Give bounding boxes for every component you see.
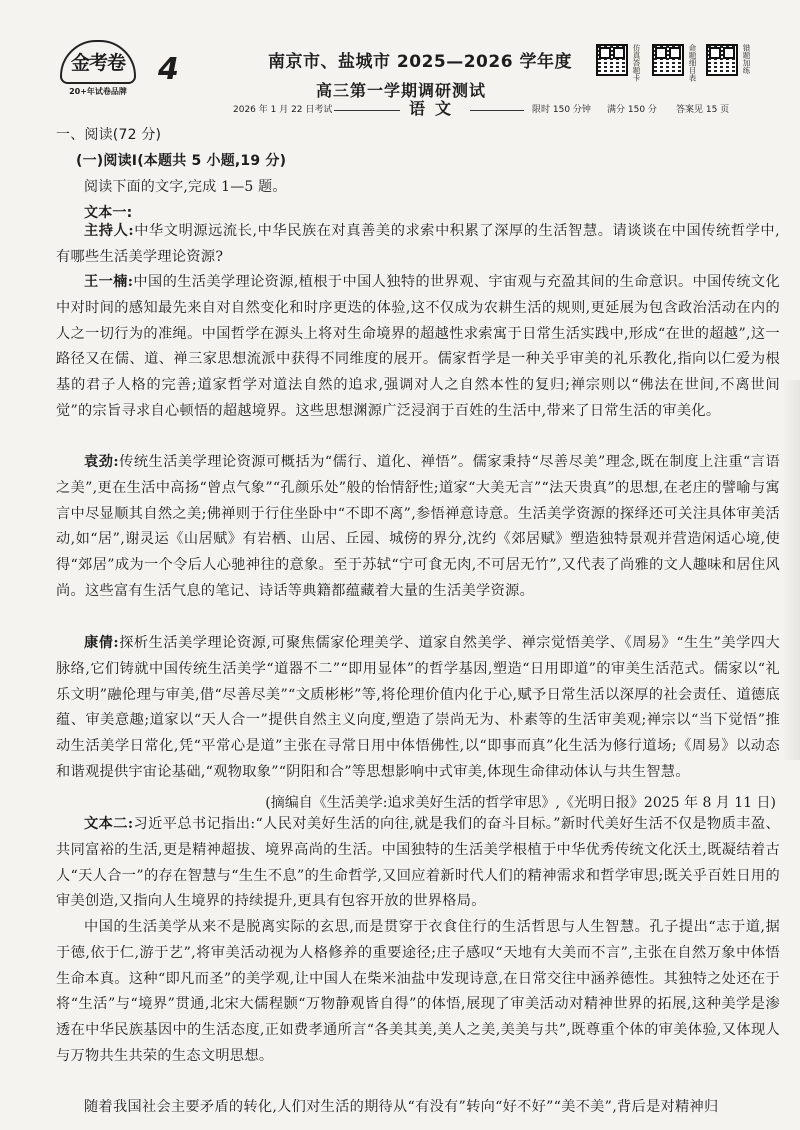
dialogue-kang — [56, 631, 780, 786]
brand-logo — [60, 40, 136, 100]
exam-title-line1: 南京市、盐城市 2025—2026 学年度 — [268, 52, 572, 72]
qr-label-answer-sheet: 仿真答题卡 — [632, 44, 641, 82]
divider-left — [334, 110, 400, 111]
divider-right — [470, 110, 524, 111]
qr-code-icon[interactable] — [706, 44, 738, 76]
text2-paragraph-1 — [56, 812, 780, 915]
text2-label: 文本二: — [84, 816, 134, 832]
scan-shadow — [782, 380, 800, 760]
text1-source: (摘编自《生活美学:追求美好生活的哲学审思》,《光明日报》2025 年 8 月 11 日) — [265, 795, 776, 811]
qr-label-practice: 错题加练 — [742, 44, 751, 74]
qr-code-icon[interactable] — [596, 44, 628, 76]
dialogue-yuan — [56, 450, 780, 605]
paragraph-body: 中国的生活美学从来不是脱离实际的玄思,而是贯穿于衣食住行的生活哲思与人生智慧。孔子提出“志于道,据于德,依于仁,游于艺”,将审美活动视为人格修养的重要途径;庄子感叹“天地有大美而不言”,主张在自然万象中体悟生命本真。这种“即凡而圣”的美学观,让中国人在柴米油盐中发现诗意,在日常交往中涵养德性。其独特之处还在于将“生活”与“境界”贯通,北宋大儒程颢“万物静观皆自得”的体悟,展现了审美活动对精神世界的拓展,这种美学是渗透在中华民族基因中的生活态度,正如费孝通所言“各美其美,美人之美,美美与共”,既尊重个体的审美体验,又体现人与万物共生共荣的生态文明思想。 — [56, 919, 780, 1064]
speaker-name: 主持人: — [84, 223, 134, 239]
speech-body: 中华文明源远流长,中华民族在对真善美的求索中积累了深厚的生活智慧。请谈谈在中国传统哲学中,有哪些生活美学理论资源? — [56, 223, 780, 265]
exam-title-line2: 高三第一学期调研测试 — [316, 81, 487, 100]
speech-body: 中国的生活美学理论资源,植根于中国人独特的世界观、宇宙观与充盈其间的生命意识。中国传统文化中对时间的感知最先来自对自然变化和时序更迭的体验,这不仅成为农耕生活的规则,更延展为包含政治活动在内的人之一切行为的准绳。中国哲学在源头上将对生命境界的超越性求索寓于日常生活实践中,形成“在世的超越”,这一路径又在儒、道、禅三家思想流派中获得不同维度的展开。儒家哲学是一种关乎审美的礼乐教化,指向以仁爱为根基的君子人格的完善;道家哲学对道法自然的追求,强调对人之自然本性的复归;禅宗则以“佛法在世间,不离世间觉”的宗旨寻求自心顿悟的超越境界。这些思想渊源广泛浸润于百姓的生活中,带来了日常生活的审美化。 — [56, 274, 780, 419]
exam-meta-line — [0, 98, 800, 120]
full-score: 满分 150 分 — [607, 105, 657, 115]
time-limit: 限时 150 分钟 — [532, 105, 591, 115]
answer-page: 答案见 15 页 — [676, 105, 730, 115]
sub-section-title: (一)阅读Ⅰ(本题共 5 小题,19 分) — [76, 153, 287, 169]
speech-body: 探析生活美学理论资源,可聚焦儒家伦理美学、道家自然美学、禅宗觉悟美学、《周易》“生生”美学四大脉络,它们铸就中国传统生活美学“道器不二”“即用显体”的哲学基因,塑造“日用即道”的审美生活范式。儒家以“礼乐文明”融伦理与审美,借“尽善尽美”“文质彬彬”等,将伦理价值内化于心,赋予日常生活以深厚的社会责任、道德底蕴、审美意趣;道家以“天人合一”提供自然主义向度,塑造了崇尚无为、朴素等的生活审美观;禅宗以“当下觉悟”推动生活美学日常化,凭“平常心是道”主张在寻常日用中体悟佛性,以“即事而真”化生活为修行道场;《周易》以动态和谐观提供宇宙论基础,“观物取象”“阴阳和合”等思想影响中式审美,体现生命律动体认与共生智慧。 — [56, 635, 780, 780]
paragraph-body: 习近平总书记指出:“人民对美好生活的向往,就是我们的奋斗目标。”新时代美好生活不仅是物质丰盈、共同富裕的生活,更是精神超拔、境界高尚的生活。中国独特的生活美学根植于中华优秀传统文化沃土,既凝结着古人“天人合一”的存在智慧与“生生不息”的生命哲学,又回应着新时代人们的精神需求和哲学审思;既关乎百姓日用的审美创造,又指向人生境界的持续提升,更具有包容开放的世界格局。 — [56, 816, 780, 910]
section-title: 一、阅读(72 分) — [56, 127, 162, 143]
qr-label-outline: 命题细目表 — [688, 44, 697, 82]
text1-label: 文本一: — [84, 205, 133, 221]
text2-paragraph-2 — [56, 915, 780, 1070]
instruction: 阅读下面的文字,完成 1—5 题。 — [84, 179, 287, 195]
dialogue-host — [56, 219, 780, 271]
issue-number: 4 — [158, 52, 179, 87]
qr-code-icon[interactable] — [652, 44, 684, 76]
logo-brand-text: 金考卷 — [70, 52, 125, 74]
exam-date: 2026 年 1 月 22 日考试 — [233, 105, 333, 115]
speaker-name: 康倩: — [84, 635, 119, 651]
exam-header — [0, 0, 800, 118]
subject-title: 语文 — [409, 99, 462, 118]
text2-paragraph-3 — [56, 1095, 780, 1121]
speaker-name: 袁劲: — [84, 454, 119, 470]
logo-brand-subtext: 20+年试卷品牌 — [69, 87, 127, 96]
paragraph-body: 随着我国社会主要矛盾的转化,人们对生活的期待从“有没有”转向“好不好”“美不美”,背后是对精神归 — [84, 1099, 719, 1115]
speaker-name: 王一楠: — [84, 274, 134, 290]
dialogue-wang — [56, 270, 780, 425]
speech-body: 传统生活美学理论资源可概括为“儒行、道化、禅悟”。儒家秉持“尽善尽美”理念,既在制度上注重“言语之美”,更在生活中高扬“曾点气象”“孔颜乐处”般的怡情舒性;道家“大美无言”“法天贵真”的思想,在老庄的譬喻与寓言中尽显顺其自然之美;佛禅则于行住坐卧中“不即不离”,参悟禅意诗意。生活美学资源的探绎还可关注具体审美活动,如“居”,谢灵运《山居赋》有岩栖、山居、丘园、城傍的界分,沈约《郊居赋》塑造独特景观并营造闲适心境,使得“郊居”成为一个令后人心驰神往的意象。至于苏轼“宁可食无肉,不可居无竹”,又代表了尚雅的文人趣味和居住风尚。这些富有生活气息的笔记、诗话等典籍都蕴藏着大量的生活美学资源。 — [56, 454, 780, 599]
